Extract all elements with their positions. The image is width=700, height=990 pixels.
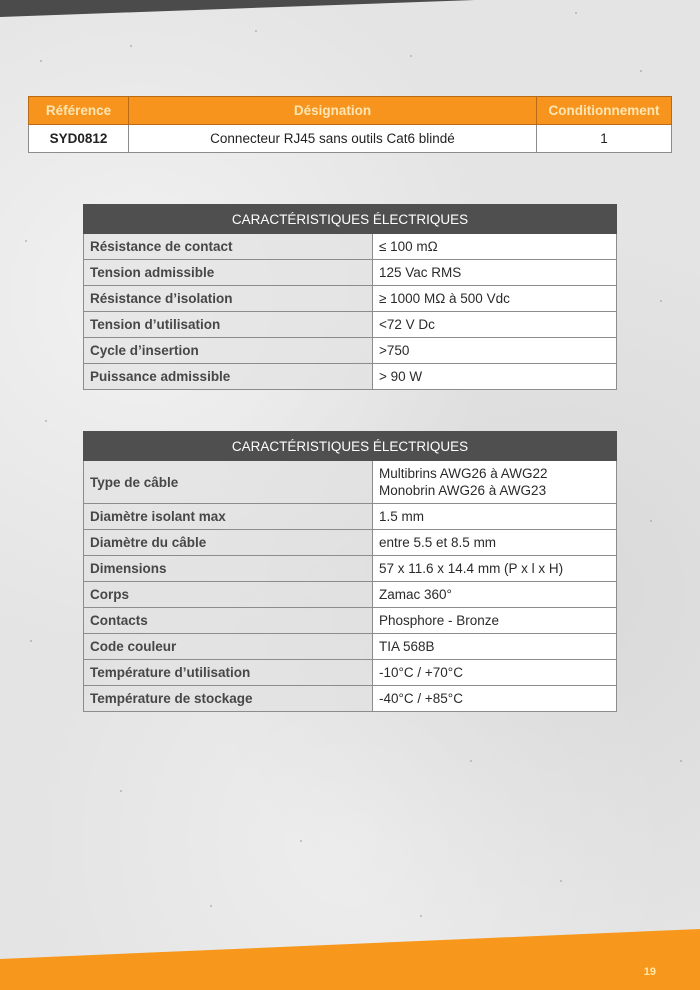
table-row (84, 234, 617, 260)
table-row (84, 461, 617, 504)
table-title: CARACTÉRISTIQUES ÉLECTRIQUES (84, 205, 617, 234)
spec-value: TIA 568B (373, 634, 617, 660)
spec-value: 1.5 mm (373, 504, 617, 530)
product-table-header-row (29, 97, 672, 125)
table-row (84, 660, 617, 686)
spec-label: Cycle d’insertion (84, 338, 373, 364)
spec-label: Température de stockage (84, 686, 373, 712)
spec-value: ≤ 100 mΩ (373, 234, 617, 260)
bottom-decorative-banner (0, 925, 700, 990)
table-row (84, 608, 617, 634)
product-table-row (29, 125, 672, 153)
table-title-row (84, 205, 617, 234)
page-number: 19 (643, 966, 656, 978)
product-designation: Connecteur RJ45 sans outils Cat6 blindé (129, 125, 537, 153)
spec-label: Puissance admissible (84, 364, 373, 390)
spec-value: <72 V Dc (373, 312, 617, 338)
table-title-row (84, 432, 617, 461)
table-title: CARACTÉRISTIQUES ÉLECTRIQUES (84, 432, 617, 461)
spec-value: entre 5.5 et 8.5 mm (373, 530, 617, 556)
spec-value: >750 (373, 338, 617, 364)
spec-label: Contacts (84, 608, 373, 634)
spec-label: Tension admissible (84, 260, 373, 286)
product-reference: SYD0812 (29, 125, 129, 153)
table-row (84, 686, 617, 712)
spec-label: Température d’utilisation (84, 660, 373, 686)
electrical-characteristics-table (83, 204, 617, 390)
header-designation: Désignation (129, 97, 537, 125)
spec-value-line: Monobrin AWG26 à AWG23 (379, 483, 547, 498)
table-row (84, 530, 617, 556)
spec-value: -10°C / +70°C (373, 660, 617, 686)
table-row (84, 504, 617, 530)
spec-label: Dimensions (84, 556, 373, 582)
spec-value: Zamac 360° (373, 582, 617, 608)
spec-value: -40°C / +85°C (373, 686, 617, 712)
spec-label: Diamètre du câble (84, 530, 373, 556)
table-row (84, 312, 617, 338)
spec-value: 125 Vac RMS (373, 260, 617, 286)
spec-value: 57 x 11.6 x 14.4 mm (P x l x H) (373, 556, 617, 582)
spec-value: ≥ 1000 MΩ à 500 Vdc (373, 286, 617, 312)
spec-value-line: Multibrins AWG26 à AWG22 (379, 466, 548, 481)
top-decorative-banner (0, 0, 700, 20)
spec-value (373, 461, 617, 504)
table-row (84, 364, 617, 390)
table-row (84, 582, 617, 608)
header-reference: Référence (29, 97, 129, 125)
spec-label: Tension d’utilisation (84, 312, 373, 338)
product-reference-table (28, 96, 672, 153)
table-row (84, 634, 617, 660)
spec-label: Type de câble (84, 461, 373, 504)
header-conditionnement: Conditionnement (537, 97, 672, 125)
spec-label: Diamètre isolant max (84, 504, 373, 530)
spec-label: Résistance de contact (84, 234, 373, 260)
table-row (84, 556, 617, 582)
table-row (84, 338, 617, 364)
product-conditionnement: 1 (537, 125, 672, 153)
spec-label: Résistance d’isolation (84, 286, 373, 312)
spec-label: Code couleur (84, 634, 373, 660)
spec-value: > 90 W (373, 364, 617, 390)
spec-label: Corps (84, 582, 373, 608)
table-row (84, 260, 617, 286)
spec-value: Phosphore - Bronze (373, 608, 617, 634)
table-row (84, 286, 617, 312)
mechanical-characteristics-table (83, 431, 617, 712)
